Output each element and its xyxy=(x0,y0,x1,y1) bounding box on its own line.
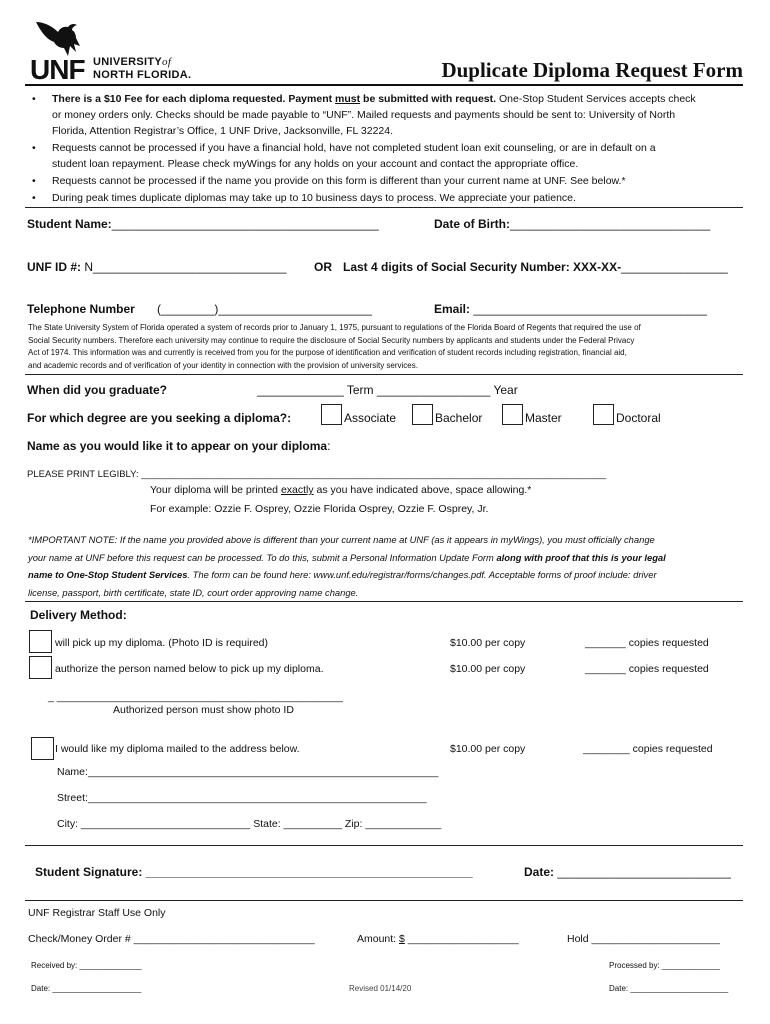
signature-label: Student Signature: xyxy=(35,865,146,879)
fee-rest: One-Stop Student Services accepts check xyxy=(496,93,696,105)
authorize-price: $10.00 per copy xyxy=(450,663,526,675)
important-line4: license, passport, birth certificate, state ID, court order approving name change. xyxy=(28,586,359,598)
mail-city-label: City: xyxy=(57,818,81,830)
printed-exactly-note xyxy=(150,484,531,496)
or-label: OR xyxy=(314,260,332,274)
staff-date2-field[interactable] xyxy=(609,984,728,993)
year-label: Year xyxy=(490,383,518,397)
important-note xyxy=(28,531,666,601)
master-label: Master xyxy=(525,411,562,425)
printed-note-exactly: exactly xyxy=(280,484,314,496)
privacy-line: The State University System of Florida operated a system of records prior to January 1, 1975, pursuant to regulations of the Florida Board of Regents that required the use of xyxy=(28,323,641,332)
logo-of: of xyxy=(162,56,172,68)
amount-label: Amount: xyxy=(357,933,400,945)
important-line2b: along with proof that this is your legal xyxy=(496,551,666,563)
received-line[interactable]: ______________ xyxy=(79,961,142,970)
important-line1: *IMPORTANT NOTE: If the name you provided above is different than your current name at UNF (as it appears in myWings), you must officially change xyxy=(28,534,655,545)
staff-title: UNF Registrar Staff Use Only xyxy=(28,907,166,919)
unf-logo xyxy=(30,18,195,84)
dob-field[interactable] xyxy=(434,217,710,231)
printed-note-post: as you have indicated above, space allowing.* xyxy=(313,484,532,496)
signature-date-label: Date: xyxy=(524,865,558,879)
dob-label: Date of Birth: xyxy=(434,217,510,231)
name-appear-colon: : xyxy=(327,439,331,453)
unf-id-label: UNF ID #: xyxy=(27,260,85,274)
processed-field[interactable] xyxy=(609,961,720,970)
mail-label: I would like my diploma mailed to the address below. xyxy=(55,743,300,755)
hold-line[interactable]: ______________________ xyxy=(591,933,720,945)
amount-dollar: $ xyxy=(399,933,405,945)
important-line2a: your name at UNF before this request can be processed. To do this, submit a Personal Information Update Form xyxy=(28,551,497,563)
privacy-line: Act of 1974. This information was and currently is received from you for the purpose of identification and verification of student records including registration, financial aid, xyxy=(28,348,627,358)
signature-date-line[interactable]: __________________________ xyxy=(557,865,731,879)
authorized-person-note: Authorized person must show photo ID xyxy=(113,704,294,716)
amount-field[interactable] xyxy=(357,933,519,945)
doctoral-checkbox[interactable] xyxy=(593,404,614,425)
ssn-field[interactable] xyxy=(343,260,728,274)
pickup-label: will pick up my diploma. (Photo ID is required) xyxy=(55,637,268,649)
signature-field[interactable] xyxy=(35,865,473,879)
bullet-hold xyxy=(52,140,656,172)
email-label: Email: xyxy=(434,302,474,316)
staff-date-label: Date: xyxy=(31,984,53,993)
mail-name-line[interactable]: ____________________________________________________________ xyxy=(87,766,439,778)
printed-note-pre: Your diploma will be printed xyxy=(150,484,281,496)
privacy-notice xyxy=(28,322,641,373)
associate-checkbox[interactable] xyxy=(321,404,342,425)
important-divider xyxy=(25,601,743,602)
privacy-line: Social Security numbers. Therefore each university may continue to require the disclosure of Social Security numbers by applicants and students under the Federal Privacy xyxy=(28,335,635,345)
name-appear-heading xyxy=(27,439,330,453)
mail-state-label: State: xyxy=(250,818,284,830)
term-line[interactable]: _____________ xyxy=(257,383,344,397)
graduation-question: When did you graduate? xyxy=(27,383,167,397)
mail-zip-label: Zip: xyxy=(341,818,366,830)
print-legibly-field[interactable] xyxy=(27,469,606,480)
degree-question: For which degree are you seeking a diploma?: xyxy=(27,411,292,425)
delivery-title: Delivery Method: xyxy=(30,608,127,622)
print-legibly-line[interactable]: ________________________________________________________________________________________ xyxy=(141,469,607,480)
hold-field[interactable] xyxy=(567,933,720,945)
ssn-line[interactable]: ________________ xyxy=(621,260,728,274)
unf-id-field[interactable] xyxy=(27,260,287,274)
mail-street-field[interactable] xyxy=(57,792,427,804)
mail-name-label: Name: xyxy=(57,766,88,778)
graduation-term-field[interactable] xyxy=(257,383,518,397)
name-appear-label: Name as you would like it to appear on your diploma xyxy=(27,439,328,453)
staff-date2-label: Date: xyxy=(609,984,631,993)
check-field[interactable] xyxy=(28,933,315,945)
page-title: Duplicate Diploma Request Form xyxy=(441,58,743,82)
fee-bold: There is a $10 Fee for each diploma requested. Payment xyxy=(52,93,336,105)
student-name-line[interactable]: ________________________________________ xyxy=(111,217,379,231)
name-line1: Requests cannot be processed if the name you provide on this form is different than your current name at UNF. See below.* xyxy=(52,175,626,187)
mail-copies-field[interactable]: ________ copies requested xyxy=(583,743,713,755)
mail-city-state-zip[interactable] xyxy=(57,818,441,830)
authorized-person-line[interactable]: _ _________________________________________________ xyxy=(48,691,343,703)
bullet-name xyxy=(52,173,626,189)
logo-north-florida: NORTH FLORIDA. xyxy=(93,69,192,81)
mail-street-label: Street: xyxy=(57,792,88,804)
authorize-label: authorize the person named below to pick up my diploma. xyxy=(55,663,324,675)
telephone-paren[interactable]: (________) xyxy=(157,302,219,316)
associate-label: Associate xyxy=(344,411,397,425)
telephone-label: Telephone Number xyxy=(27,302,135,316)
fee-bold2: be submitted with request. xyxy=(360,93,497,105)
staff-divider xyxy=(25,900,743,901)
fee-line2: or money orders only. Checks should be made payable to “UNF”. Mailed requests and payments should be sent to: University of North xyxy=(52,109,676,121)
pickup-copies-field[interactable]: _______ copies requested xyxy=(585,637,709,649)
signature-line[interactable]: _________________________________________________ xyxy=(145,865,473,879)
name-example: For example: Ozzie F. Osprey, Ozzie Florida Osprey, Ozzie F. Osprey, Jr. xyxy=(150,503,489,515)
hold-label: Hold xyxy=(567,933,592,945)
important-line3a: name to One-Stop Student Services xyxy=(28,569,188,580)
processed-label: Processed by: xyxy=(609,961,662,970)
mail-zip-line[interactable]: _____________ xyxy=(365,818,442,830)
important-line3b: . The form can be found here: www.unf.edu/registrar/forms/changes.pdf. Acceptable forms of proof include: driver xyxy=(187,569,657,580)
unf-id-prefix: N xyxy=(84,260,94,274)
peak-line1: During peak times duplicate diplomas may take up to 10 business days to process. We appreciate your patience. xyxy=(52,192,576,204)
bullets-divider xyxy=(25,207,743,208)
dob-line[interactable]: ______________________________ xyxy=(510,217,711,231)
pickup-price: $10.00 per copy xyxy=(450,637,526,649)
email-line[interactable]: ___________________________________ xyxy=(473,302,707,316)
amount-line[interactable]: ___________________ xyxy=(404,933,519,945)
privacy-divider xyxy=(25,374,743,375)
check-line[interactable]: _______________________________ xyxy=(133,933,315,945)
logo-university: UNIVERSITY xyxy=(93,56,163,68)
hold-line2: student loan repayment. Please check myWings for any holds on your account and contact the appropriate office. xyxy=(52,158,579,170)
print-legibly-label: PLEASE PRINT LEGIBLY: xyxy=(27,469,142,480)
mail-name-field[interactable] xyxy=(57,766,438,778)
bachelor-label: Bachelor xyxy=(435,411,483,425)
bachelor-checkbox[interactable] xyxy=(412,404,433,425)
mail-checkbox[interactable] xyxy=(31,737,54,760)
staff-date-field[interactable] xyxy=(31,984,141,993)
bullet-fee xyxy=(52,91,696,139)
processed-line[interactable]: _____________ xyxy=(661,961,720,970)
student-name-label: Student Name: xyxy=(27,217,112,231)
mail-street-line[interactable]: __________________________________________________________ xyxy=(87,792,427,804)
mail-price: $10.00 per copy xyxy=(450,743,526,755)
received-label: Received by: xyxy=(31,961,80,970)
delivery-divider xyxy=(25,845,743,846)
pickup-checkbox[interactable] xyxy=(29,630,52,653)
staff-date-line[interactable]: ____________________ xyxy=(52,984,142,993)
term-label: Term xyxy=(343,383,377,397)
year-line[interactable]: _________________ xyxy=(376,383,491,397)
mail-city-line[interactable]: _____________________________ xyxy=(80,818,251,830)
email-field[interactable] xyxy=(434,302,707,316)
authorize-copies-field[interactable]: _______ copies requested xyxy=(585,663,709,675)
title-divider xyxy=(25,84,743,86)
ssn-label: Last 4 digits of Social Security Number: XXX-XX- xyxy=(343,260,622,274)
doctoral-label: Doctoral xyxy=(616,411,661,425)
unf-id-line[interactable]: _____________________________ xyxy=(93,260,287,274)
master-checkbox[interactable] xyxy=(502,404,523,425)
staff-date2-line[interactable]: ______________________ xyxy=(630,984,729,993)
fee-must: must xyxy=(335,93,361,105)
authorize-checkbox[interactable] xyxy=(29,656,52,679)
received-field[interactable] xyxy=(31,961,142,970)
hold-line1: Requests cannot be processed if you have a financial hold, have not completed student loan exit counseling, or are in default on a xyxy=(52,142,656,154)
telephone-line[interactable]: _______________________ xyxy=(218,302,372,316)
revised-date: Revised 01/14/20 xyxy=(349,984,412,993)
student-name-field[interactable] xyxy=(27,217,379,231)
check-label: Check/Money Order # xyxy=(28,933,134,945)
fee-line3: Florida, Attention Registrar’s Office, 1 UNF Drive, Jacksonville, FL 32224. xyxy=(52,125,394,137)
privacy-line: and academic records and of verification of your identity in connection with the provision of university services. xyxy=(28,361,418,371)
logo-letters: UNF xyxy=(30,54,85,85)
mail-state-line[interactable]: __________ xyxy=(283,818,342,830)
bullet-peak xyxy=(52,190,576,206)
signature-date-field[interactable] xyxy=(524,865,731,879)
telephone-field[interactable] xyxy=(157,302,372,316)
